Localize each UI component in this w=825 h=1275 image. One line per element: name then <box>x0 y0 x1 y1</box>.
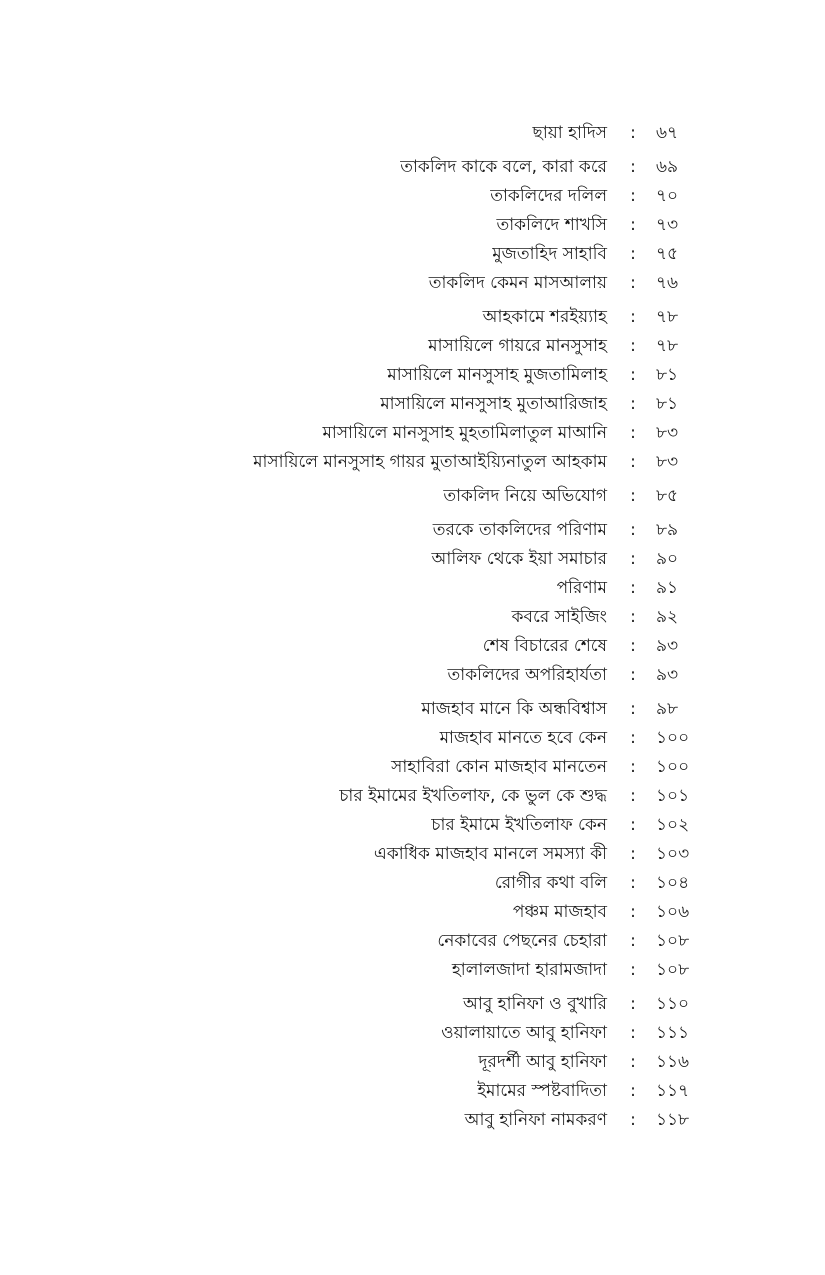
toc-entry-page: ৯৩ <box>656 665 679 685</box>
toc-entry-title: আহকামে শরইয়্যাহ <box>482 307 607 327</box>
toc-entry-title: কবরে সাইজিং <box>511 607 607 627</box>
toc-entry-title: তরকে তাকলিদের পরিণাম <box>432 520 607 540</box>
toc-entry-page: ৭৬ <box>656 273 679 293</box>
toc-entry-title: মাজহাব মানতে হবে কেন <box>439 728 607 748</box>
toc-entry <box>0 212 825 238</box>
toc-separator: : <box>630 123 636 143</box>
toc-entry-title: মাজহাব মানে কি অন্ধবিশ্বাস <box>421 699 607 719</box>
toc-separator: : <box>630 452 636 472</box>
toc-separator: : <box>630 931 636 951</box>
toc-entry-title: মাসায়িলে গায়রে মানসুসাহ <box>428 336 607 356</box>
toc-separator: : <box>630 1023 636 1043</box>
toc-entry-page: ৯২ <box>656 607 679 627</box>
toc-separator: : <box>630 1110 636 1130</box>
toc-separator: : <box>630 994 636 1014</box>
toc-entry-page: ১০০ <box>656 757 690 777</box>
toc-separator: : <box>630 486 636 506</box>
toc-entry-page: ৯৩ <box>656 636 679 656</box>
toc-separator: : <box>630 757 636 777</box>
toc-entry-page: ৭৮ <box>656 336 679 356</box>
toc-separator: : <box>630 336 636 356</box>
toc-entry-title: চার ইমামের ইখতিলাফ, কে ভুল কে শুদ্ধ <box>339 786 607 806</box>
toc-entry-title: তাকলিদ কেমন মাসআলায় <box>428 273 607 293</box>
toc-entry <box>0 120 825 146</box>
toc-entry-page: ৮৫ <box>656 486 679 506</box>
toc-entry-page: ১০৮ <box>656 960 690 980</box>
toc-entry <box>0 333 825 359</box>
toc-entry-title: চার ইমামে ইখতিলাফ কেন <box>431 815 607 835</box>
toc-entry-title: তাকলিদের দলিল <box>490 186 607 206</box>
toc-separator: : <box>630 273 636 293</box>
toc-entry-page: ১০২ <box>656 815 690 835</box>
toc-entry-page: ৮৩ <box>656 423 679 443</box>
toc-entry <box>0 304 825 330</box>
toc-entry <box>0 725 825 751</box>
toc-entry-page: ১১৭ <box>656 1081 690 1101</box>
toc-entry-page: ৬৯ <box>656 157 679 177</box>
toc-entry <box>0 928 825 954</box>
toc-entry-page: ৭৫ <box>656 244 679 264</box>
toc-entry-page: ৯০ <box>656 549 679 569</box>
toc-entry-title: তাকলিদে শাখসি <box>496 215 607 235</box>
toc-separator: : <box>630 307 636 327</box>
toc-entry <box>0 420 825 446</box>
toc-separator: : <box>630 157 636 177</box>
toc-entry <box>0 783 825 809</box>
toc-separator: : <box>630 365 636 385</box>
toc-entry-title: আবু হানিফা ও বুখারি <box>462 994 607 1014</box>
toc-entry-title: দূরদর্শী আবু হানিফা <box>478 1052 607 1072</box>
toc-separator: : <box>630 786 636 806</box>
toc-separator: : <box>630 636 636 656</box>
toc-entry <box>0 241 825 267</box>
toc-entry <box>0 575 825 601</box>
toc-separator: : <box>630 1081 636 1101</box>
toc-entry <box>0 870 825 896</box>
toc-entry-title: তাকলিদের অপরিহার্যতা <box>447 665 607 685</box>
toc-entry <box>0 449 825 475</box>
toc-entry <box>0 483 825 509</box>
toc-separator: : <box>630 423 636 443</box>
toc-entry <box>0 696 825 722</box>
toc-separator: : <box>630 607 636 627</box>
toc-entry-page: ৯৮ <box>656 699 679 719</box>
toc-separator: : <box>630 394 636 414</box>
toc-entry-title: তাকলিদ নিয়ে অভিযোগ <box>443 486 607 506</box>
toc-entry-page: ১০১ <box>656 786 690 806</box>
toc-entry-page: ৭৩ <box>656 215 679 235</box>
toc-entry-page: ১০০ <box>656 728 690 748</box>
toc-entry <box>0 183 825 209</box>
toc-entry <box>0 517 825 543</box>
toc-entry-title: একাধিক মাজহাব মানলে সমস্যা কী <box>373 844 607 864</box>
toc-entry-page: ৮৩ <box>656 452 679 472</box>
toc-entry-title: নেকাবের পেছনের চেহারা <box>437 931 607 951</box>
toc-separator: : <box>630 549 636 569</box>
toc-entry <box>0 1049 825 1075</box>
toc-separator: : <box>630 665 636 685</box>
toc-entry <box>0 754 825 780</box>
toc-entry <box>0 1107 825 1133</box>
toc-separator: : <box>630 902 636 922</box>
toc-entry-title: আবু হানিফা নামকরণ <box>464 1110 607 1130</box>
toc-entry-page: ৬৭ <box>656 123 679 143</box>
toc-entry-title: মাসায়িলে মানসুসাহ মুতাআরিজাহ <box>380 394 607 414</box>
toc-entry-title: মুজতাহিদ সাহাবি <box>492 244 607 264</box>
toc-entry <box>0 270 825 296</box>
toc-entry <box>0 899 825 925</box>
toc-entry <box>0 991 825 1017</box>
toc-separator: : <box>630 244 636 264</box>
toc-entry <box>0 633 825 659</box>
toc-entry-page: ১০৪ <box>656 873 690 893</box>
toc-entry <box>0 957 825 983</box>
toc-separator: : <box>630 520 636 540</box>
toc-entry-title: রোগীর কথা বলি <box>494 873 607 893</box>
toc-separator: : <box>630 215 636 235</box>
toc-entry-page: ১১৬ <box>656 1052 690 1072</box>
toc-entry-title: মাসায়িলে মানসুসাহ মুজতামিলাহ <box>387 365 607 385</box>
toc-separator: : <box>630 186 636 206</box>
toc-separator: : <box>630 1052 636 1072</box>
toc-entry-page: ৮৯ <box>656 520 679 540</box>
toc-entry-title: শেষ বিচারের শেষে <box>482 636 607 656</box>
toc-entry-title: সাহাবিরা কোন মাজহাব মানতেন <box>391 757 607 777</box>
toc-entry <box>0 604 825 630</box>
toc-entry-page: ৮১ <box>656 365 679 385</box>
toc-entry <box>0 546 825 572</box>
toc-entry-title: হালালজাদা হারামজাদা <box>451 960 607 980</box>
toc-entry <box>0 1020 825 1046</box>
toc-separator: : <box>630 578 636 598</box>
toc-entry-page: ১১০ <box>656 994 690 1014</box>
toc-entry-title: পঞ্চম মাজহাব <box>512 902 607 922</box>
toc-entry-title: ওয়ালায়াতে আবু হানিফা <box>441 1023 607 1043</box>
toc-entry-page: ৮১ <box>656 394 679 414</box>
toc-entry-title: ইমামের স্পষ্টবাদিতা <box>477 1081 607 1101</box>
toc-separator: : <box>630 728 636 748</box>
toc-separator: : <box>630 960 636 980</box>
toc-entry-page: ১১৮ <box>656 1110 690 1130</box>
toc-entry-page: ১১১ <box>656 1023 690 1043</box>
toc-entry-title: আলিফ থেকে ইয়া সমাচার <box>431 549 607 569</box>
toc-separator: : <box>630 699 636 719</box>
toc-entry-title: ছায়া হাদিস <box>532 123 607 143</box>
toc-entry-title: পরিণাম <box>556 578 607 598</box>
toc-entry-page: ১০৬ <box>656 902 690 922</box>
toc-entry-page: ৯১ <box>656 578 679 598</box>
toc-entry <box>0 662 825 688</box>
toc-entry <box>0 841 825 867</box>
toc-entry <box>0 362 825 388</box>
toc-entry-title: মাসায়িলে মানসুসাহ মুহতামিলাতুল মাআনি <box>322 423 607 443</box>
toc-entry <box>0 812 825 838</box>
toc-entry <box>0 391 825 417</box>
toc-entry <box>0 154 825 180</box>
toc-separator: : <box>630 873 636 893</box>
toc-entry-page: ১০৮ <box>656 931 690 951</box>
toc-separator: : <box>630 844 636 864</box>
toc-entry <box>0 1078 825 1104</box>
toc-entry-page: ৭০ <box>656 186 679 206</box>
toc-separator: : <box>630 815 636 835</box>
toc-entry-page: ৭৮ <box>656 307 679 327</box>
toc-entry-title: তাকলিদ কাকে বলে, কারা করে <box>400 157 607 177</box>
toc-entry-title: মাসায়িলে মানসুসাহ গায়র মুতাআইয়্যিনাতুল আহকাম <box>253 452 607 472</box>
toc-entry-page: ১০৩ <box>656 844 690 864</box>
